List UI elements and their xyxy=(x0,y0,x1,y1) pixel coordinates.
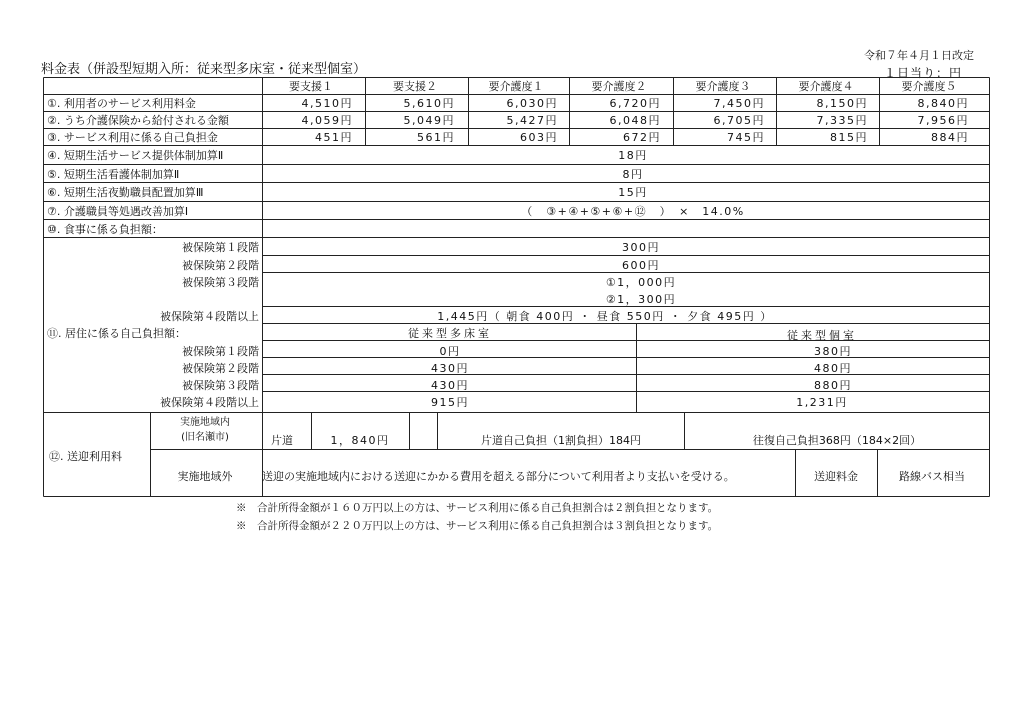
housing-col-private: 従来型個室 xyxy=(787,329,857,342)
housing-col-multi: 従来型多床室 xyxy=(408,327,492,340)
fee-cell: 7,956円 xyxy=(917,114,969,127)
meal-stage-label: 被保険第２段階 xyxy=(182,259,259,272)
housing-multi-value: 0円 xyxy=(439,345,461,358)
housing-private-value: 1,231円 xyxy=(796,396,848,409)
addition-value: 18円 xyxy=(618,149,648,162)
housing-private-value: 480円 xyxy=(814,362,852,375)
fee-cell: 745円 xyxy=(727,131,765,144)
housing-stage-label: 被保険第１段階 xyxy=(182,345,259,358)
fee-cell: 6,030円 xyxy=(506,97,558,110)
header-care-level: 要介護度５ xyxy=(901,80,957,93)
fee-cell: 815円 xyxy=(830,131,868,144)
fee-cell: 884円 xyxy=(931,131,969,144)
fee-row-label: ③. サービス利用に係る自己負担金 xyxy=(47,131,218,144)
fee-row-label: ②. うち介護保険から給付される金額 xyxy=(47,114,229,127)
addition-label: ⑤. 短期生活看護体制加算Ⅱ xyxy=(47,168,180,181)
housing-private-value: 380円 xyxy=(814,345,852,358)
meal-stage-label: 被保険第３段階 xyxy=(182,276,259,289)
housing-private-value: 880円 xyxy=(814,379,852,392)
footnote: ※ 合計所得金額が１６０万円以上の方は、サービス利用に係る自己負担割合は２割負担となります。 xyxy=(236,502,719,514)
meal-value: ②1，300円 xyxy=(605,293,677,306)
fee-cell: 5,610円 xyxy=(403,97,455,110)
addition-value: （ ③+④+⑤+⑥+⑫ ） × 14.0% xyxy=(521,205,745,218)
transport-fee-value: 路線バス相当 xyxy=(899,470,965,483)
housing-section-label: ⑪. 居住に係る自己負担額： xyxy=(47,327,186,340)
fee-cell: 561円 xyxy=(417,131,455,144)
transport-fee-label: 送迎料金 xyxy=(814,470,858,483)
fee-cell: 4,059円 xyxy=(301,114,353,127)
fee-cell: 8,150円 xyxy=(816,97,868,110)
meal-stage-label: 被保険第４段階以上 xyxy=(160,310,259,323)
fee-cell: 5,049円 xyxy=(403,114,455,127)
housing-multi-value: 430円 xyxy=(431,379,469,392)
transport-oneway-self: 片道自己負担（1割負担）184円 xyxy=(481,434,641,447)
fee-cell: 451円 xyxy=(315,131,353,144)
addition-value: 15円 xyxy=(618,186,648,199)
housing-stage-label: 被保険第４段階以上 xyxy=(160,396,259,409)
transport-oneway-label: 片道 xyxy=(271,434,293,447)
meal-value: 1,445円（ 朝食 400円 ・ 昼食 550円 ・ 夕食 495円 ） xyxy=(437,310,773,323)
addition-label: ⑦. 介護職員等処遇改善加算Ⅰ xyxy=(47,205,189,218)
transport-outside-text: 送迎の実施地域内における送迎にかかる費用を超える部分について利用者より支払いを受ける。 xyxy=(262,470,735,483)
housing-multi-value: 430円 xyxy=(431,362,469,375)
transport-round-self: 往復自己負担368円（184×2回） xyxy=(752,434,922,447)
housing-stage-label: 被保険第２段階 xyxy=(182,362,259,375)
meal-value: ①1，000円 xyxy=(605,276,677,289)
meal-value: 600円 xyxy=(622,259,660,272)
fee-cell: 6,720円 xyxy=(609,97,661,110)
fee-cell: 6,048円 xyxy=(609,114,661,127)
meal-section-label: ⑩. 食事に係る負担額： xyxy=(47,223,163,236)
transport-label: ⑫. 送迎利用料 xyxy=(49,450,122,463)
transport-inside-sublabel: (旧名瀬市) xyxy=(181,432,229,443)
transport-outside-label: 実施地域外 xyxy=(177,470,233,483)
header-care-level: 要介護度１ xyxy=(488,80,544,93)
fee-cell: 7,335円 xyxy=(816,114,868,127)
header-care-level: 要支援２ xyxy=(393,80,437,93)
fee-cell: 6,705円 xyxy=(713,114,765,127)
housing-multi-value: 915円 xyxy=(431,396,469,409)
transport-inside-label: 実施地域内 xyxy=(180,417,230,428)
addition-label: ④. 短期生活サービス提供体制加算Ⅱ xyxy=(47,149,224,162)
fee-cell: 672円 xyxy=(623,131,661,144)
addition-label: ⑥. 短期生活夜勤職員配置加算Ⅲ xyxy=(47,186,204,199)
header-care-level: 要介護度４ xyxy=(798,80,854,93)
unit-note: １日当り：円 xyxy=(884,66,963,80)
fee-cell: 5,427円 xyxy=(506,114,558,127)
fee-cell: 7,450円 xyxy=(713,97,765,110)
fee-table xyxy=(43,77,990,497)
page-title: 料金表（併設型短期入所：従来型多床室・従来型個室） xyxy=(41,62,367,77)
revision-date: 令和７年４月１日改定 xyxy=(864,49,974,62)
header-care-level: 要介護度３ xyxy=(695,80,751,93)
addition-value: 8円 xyxy=(622,168,644,181)
fee-cell: 8,840円 xyxy=(917,97,969,110)
header-care-level: 要介護度２ xyxy=(591,80,647,93)
fee-cell: 4,510円 xyxy=(301,97,353,110)
meal-value: 300円 xyxy=(622,241,660,254)
housing-stage-label: 被保険第３段階 xyxy=(182,379,259,392)
fee-cell: 603円 xyxy=(520,131,558,144)
footnote: ※ 合計所得金額が２２０万円以上の方は、サービス利用に係る自己負担割合は３割負担となります。 xyxy=(236,520,719,532)
header-care-level: 要支援１ xyxy=(289,80,333,93)
transport-oneway-fee: 1，840円 xyxy=(330,434,390,447)
fee-row-label: ①. 利用者のサービス利用料金 xyxy=(47,97,196,110)
meal-stage-label: 被保険第１段階 xyxy=(182,241,259,254)
